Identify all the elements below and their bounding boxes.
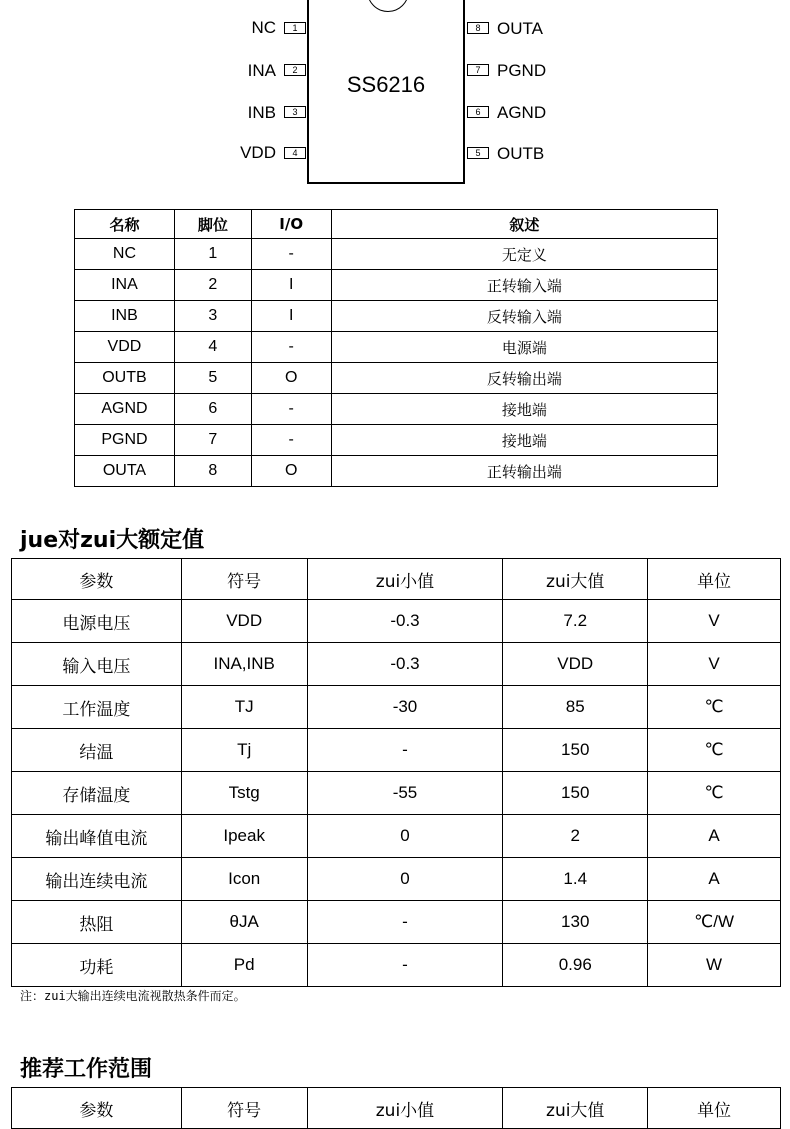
chip-notch xyxy=(367,0,409,12)
table-cell: 3 xyxy=(174,301,251,332)
table-row xyxy=(75,363,718,394)
table-row xyxy=(75,239,718,270)
recommended-table xyxy=(11,1087,781,1129)
pin-diagram xyxy=(0,0,790,200)
table-cell: - xyxy=(307,901,503,944)
table-cell: -55 xyxy=(307,772,503,815)
table-cell: 功耗 xyxy=(12,944,182,987)
table-cell: 热阻 xyxy=(12,901,182,944)
table-cell: INA xyxy=(75,270,175,301)
table-cell: 6 xyxy=(174,394,251,425)
header-cell: 单位 xyxy=(648,559,781,600)
table-cell: W xyxy=(648,944,781,987)
header-cell: zui大值 xyxy=(503,1088,648,1129)
table-cell: 存储温度 xyxy=(12,772,182,815)
table-cell: 150 xyxy=(503,729,648,772)
table-cell: VDD xyxy=(75,332,175,363)
table-cell: - xyxy=(307,729,503,772)
table-cell: 2 xyxy=(503,815,648,858)
table-row xyxy=(12,858,781,901)
table-cell: 8 xyxy=(174,456,251,487)
table-cell: AGND xyxy=(75,394,175,425)
table-cell: ℃ xyxy=(648,729,781,772)
table-cell: -30 xyxy=(307,686,503,729)
header-cell: 脚位 xyxy=(174,210,251,239)
table-cell: OUTA xyxy=(75,456,175,487)
table-row xyxy=(12,686,781,729)
pin-number-box: 2 xyxy=(284,64,306,76)
table-cell: ℃ xyxy=(648,686,781,729)
pin-name-right: OUTB xyxy=(497,144,545,163)
table-cell: 4 xyxy=(174,332,251,363)
table-cell: 电源电压 xyxy=(12,600,182,643)
table-cell: 150 xyxy=(503,772,648,815)
table-row xyxy=(75,332,718,363)
pin-name-left: INB xyxy=(247,103,276,122)
table-row xyxy=(75,456,718,487)
pin-name-left: NC xyxy=(251,18,276,37)
table-cell: V xyxy=(648,643,781,686)
table-cell: VDD xyxy=(503,643,648,686)
header-cell: zui小值 xyxy=(307,559,503,600)
table-cell: 7 xyxy=(174,425,251,456)
table-row xyxy=(12,901,781,944)
table-cell: 5 xyxy=(174,363,251,394)
footnote: 注：zui大输出连续电流视散热条件而定。 xyxy=(20,989,246,1003)
header-cell: 叙述 xyxy=(331,210,717,239)
table-header-row xyxy=(12,559,781,600)
pin-description-table xyxy=(74,209,718,487)
header-cell: 参数 xyxy=(12,1088,182,1129)
table-cell: I xyxy=(251,301,331,332)
table-header-row xyxy=(75,210,718,239)
table-cell: 85 xyxy=(503,686,648,729)
table-cell: - xyxy=(251,394,331,425)
table-cell: 反转输出端 xyxy=(331,363,717,394)
table-cell: 1 xyxy=(174,239,251,270)
table-row xyxy=(75,270,718,301)
table-row xyxy=(12,600,781,643)
pin-number-box: 8 xyxy=(467,22,489,34)
table-cell: 无定义 xyxy=(331,239,717,270)
table-cell: VDD xyxy=(181,600,307,643)
table-cell: -0.3 xyxy=(307,600,503,643)
header-cell: 名称 xyxy=(75,210,175,239)
table-row xyxy=(12,643,781,686)
table-row xyxy=(12,772,781,815)
table-row xyxy=(75,301,718,332)
table-cell: 正转输出端 xyxy=(331,456,717,487)
header-cell: zui小值 xyxy=(307,1088,503,1129)
table-cell: TJ xyxy=(181,686,307,729)
chip-name: SS6216 xyxy=(346,72,426,97)
pin-number-box: 7 xyxy=(467,64,489,76)
pin-name-right: PGND xyxy=(497,61,547,80)
table-cell: Tstg xyxy=(181,772,307,815)
table-cell: 2 xyxy=(174,270,251,301)
table-cell: 输出峰值电流 xyxy=(12,815,182,858)
table-cell: V xyxy=(648,600,781,643)
table-cell: OUTB xyxy=(75,363,175,394)
header-cell: zui大值 xyxy=(503,559,648,600)
table-cell: 130 xyxy=(503,901,648,944)
section-title-recommended: 推荐工作范围 xyxy=(20,1057,153,1082)
table-row xyxy=(12,944,781,987)
table-cell: INA,INB xyxy=(181,643,307,686)
table-cell: Pd xyxy=(181,944,307,987)
table-header-row xyxy=(12,1088,781,1129)
pin-number-box: 5 xyxy=(467,147,489,159)
table-cell: 输入电压 xyxy=(12,643,182,686)
table-cell: 1.4 xyxy=(503,858,648,901)
table-cell: -0.3 xyxy=(307,643,503,686)
header-cell: 符号 xyxy=(181,559,307,600)
table-row xyxy=(75,394,718,425)
table-cell: 电源端 xyxy=(331,332,717,363)
header-cell: I/O xyxy=(251,210,331,239)
pin-name-left: VDD xyxy=(240,143,276,162)
table-cell: INB xyxy=(75,301,175,332)
pin-name-right: OUTA xyxy=(497,19,543,38)
table-cell: 工作温度 xyxy=(12,686,182,729)
table-cell: O xyxy=(251,363,331,394)
chip-body xyxy=(307,0,465,184)
abs-max-table xyxy=(11,558,781,987)
table-cell: Tj xyxy=(181,729,307,772)
table-cell: 反转输入端 xyxy=(331,301,717,332)
pin-name-left: INA xyxy=(247,61,276,80)
table-cell: - xyxy=(307,944,503,987)
table-cell: ℃/W xyxy=(648,901,781,944)
table-cell: 结温 xyxy=(12,729,182,772)
table-row xyxy=(75,425,718,456)
table-cell: 7.2 xyxy=(503,600,648,643)
header-cell: 参数 xyxy=(12,559,182,600)
header-cell: 单位 xyxy=(648,1088,781,1129)
pin-number-box: 1 xyxy=(284,22,306,34)
table-cell: 0 xyxy=(307,858,503,901)
table-cell: 输出连续电流 xyxy=(12,858,182,901)
table-cell: 接地端 xyxy=(331,425,717,456)
table-cell: NC xyxy=(75,239,175,270)
pin-number-box: 4 xyxy=(284,147,306,159)
table-cell: - xyxy=(251,239,331,270)
table-cell: PGND xyxy=(75,425,175,456)
table-cell: - xyxy=(251,425,331,456)
table-cell: ℃ xyxy=(648,772,781,815)
table-cell: 0.96 xyxy=(503,944,648,987)
table-cell: 正转输入端 xyxy=(331,270,717,301)
table-cell: - xyxy=(251,332,331,363)
header-cell: 符号 xyxy=(181,1088,307,1129)
pin-name-right: AGND xyxy=(497,103,547,122)
table-cell: θJA xyxy=(181,901,307,944)
table-cell: 0 xyxy=(307,815,503,858)
table-cell: Icon xyxy=(181,858,307,901)
table-cell: O xyxy=(251,456,331,487)
section-title-abs-max: jue对zui大额定值 xyxy=(20,528,205,553)
table-cell: A xyxy=(648,815,781,858)
table-cell: 接地端 xyxy=(331,394,717,425)
table-cell: Ipeak xyxy=(181,815,307,858)
table-cell: I xyxy=(251,270,331,301)
pin-number-box: 6 xyxy=(467,106,489,118)
pin-number-box: 3 xyxy=(284,106,306,118)
table-row xyxy=(12,815,781,858)
table-row xyxy=(12,729,781,772)
table-cell: A xyxy=(648,858,781,901)
